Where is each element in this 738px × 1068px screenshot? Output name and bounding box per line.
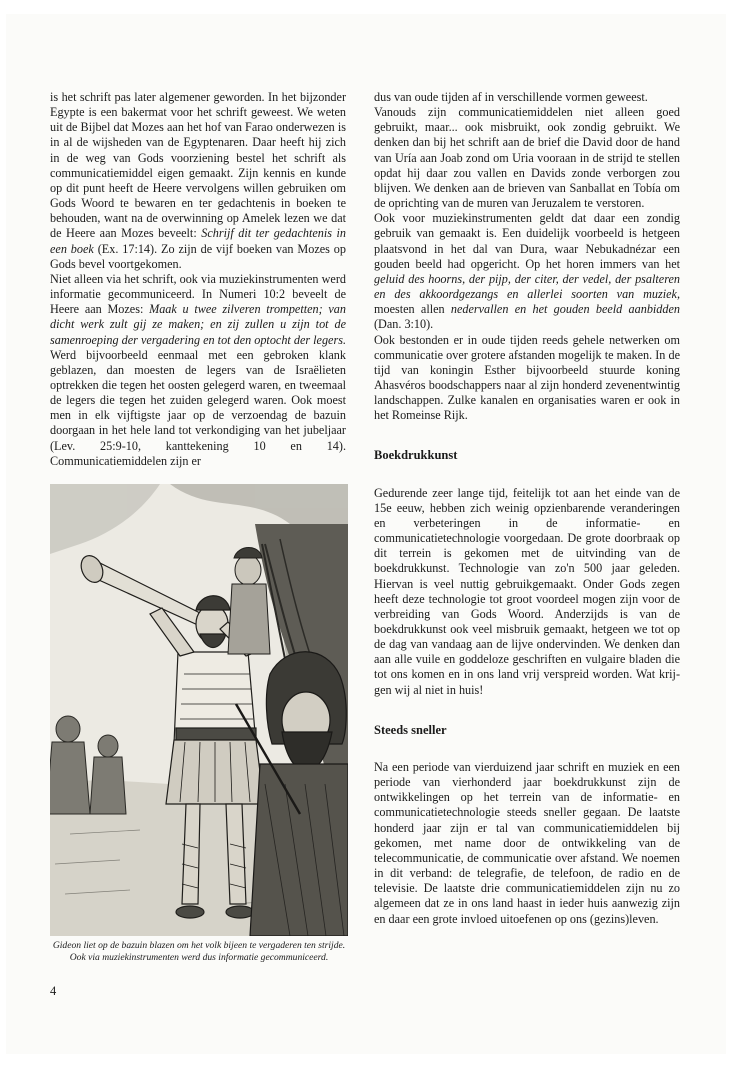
text: (Ex. 17:14). Zo zijn de vijf boeken van Mozes op Gods bevel voortgekomen. <box>50 241 346 271</box>
right-column <box>374 90 680 927</box>
text: moesten allen <box>374 302 451 317</box>
italic-text: Schrijf dit ter gedachtenis in een boek <box>50 226 346 256</box>
section-heading-boekdrukkunst: Boekdrukkunst <box>374 448 458 463</box>
page <box>6 14 726 1054</box>
text: (Dan. 3:10). <box>374 317 434 332</box>
left-column <box>50 90 346 469</box>
paragraph <box>374 333 680 424</box>
italic-text: Maak u twee zilveren trompetten; van dicht werk zult gij ze maken; en zij zullen u zijn tot de samenroeping der vergadering en tot den optocht der legers. <box>50 302 346 347</box>
paragraph <box>374 760 680 927</box>
text: Niet alleen via het schrift, ook via muziekinstrumenten werd informatie gecommuniceerd. In Numeri 10:2 beveelt de Heere aan Mozes: <box>50 271 346 317</box>
italic-text: geluid des hoorns, der pijp, der citer, der vedel, der psalteren en des akkoordgezangs en allerlei soorten van muziek, <box>374 271 680 302</box>
italic-text: nedervallen en het gouden beeld aanbidden <box>450 302 680 317</box>
text: Ook voor muziekinstrumenten geldt dat daar een zondig gebruik van gemaakt is. Een duidelijk voorbeeld is hetgeen plaatsvond in het dal van Dura, waar Nebukadnézar een gouden beeld had opgericht. Op het horen immers van het <box>374 211 680 271</box>
gideon-illustration <box>50 484 348 936</box>
paragraph <box>374 90 680 105</box>
page-number: 4 <box>50 984 57 998</box>
text: Werd bijvoorbeeld eenmaal met een gebroken klank geblazen, dan moesten de legers van de Israëlieten optrekken die tegen het oosten gelegerd waren, en tweemaal de legers die tegen het zuiden gelegerd waren. Ook moest men in elk vijftigste jaar op de verzoendag de bazuin doorgaan in het hele land tot verkondiging van het jubeljaar (Lev. 25:9-10, kanttekening 10 en 14). Communicatiemiddelen zijn er <box>50 347 346 468</box>
figure-caption: Gideon liet op de bazuin blazen om het volk bijeen te vergaderen ten strijde. Ook via muziekinstrumenten werd dus informatie gecommuniceerd. <box>52 940 346 964</box>
section-heading-steeds-sneller: Steeds sneller <box>374 722 447 737</box>
paragraph <box>374 486 680 698</box>
text: Vanouds zijn communicatiemiddelen niet alleen goed gebruikt, maar... ook misbruikt, ook zondig gebruikt. We denken dan bij het schrift aan de brief die David door de hand van Uría aan Joab zond om Uria vooraan in de strijd te stellen opdat hij daar zou vallen en Davids zonde verborgen zou blijven. We denken aan de brieven van Sanballat en Tobía om de oprichting van de muren van Jeruzalem te verstoren. <box>374 105 680 211</box>
paragraph <box>374 211 680 332</box>
paragraph <box>50 90 346 272</box>
text: Gedurende zeer lange tijd, feitelijk tot aan het einde van de 15e eeuw, hebben zich weinig opzienbarende veranderingen en verbeteringen in de informatie- en communicatietechnologie voorgedaan. De grote doorbraak op dit terrein is gekomen met de uitvinding van de boekdrukkunst. Technologie van zo'n 500 jaar geleden. Hiervan is veel nuttig gebruikgemaakt. Onder Gods zegen heeft deze technologie tot groot voordeel mogen zijn voor de verbreiding van Gods Woord. Anderzijds is van de boekdrukkunst ook veel misbruik gemaakt, hetgeen we tot op de dag van vandaag aan de lijve ondervinden. We denken dan aan alle vuile en goddeloze geschriften en vulgaire bladen die tot ons komen en in ons land vrij verspreid worden. Wat krijgen wij al niet in huis! <box>374 485 680 697</box>
paragraph <box>50 272 346 469</box>
text: Ook bestonden er in oude tijden reeds gehele netwerken om communicatie over grotere afstanden mogelijk te maken. In de tijd van koningin Esther bijvoorbeeld stuurde koning Ahasvéros boodschappers naar al zijn honderd zevenentwintig landschappen. Zulke kanalen en organisaties waren er ook in het Romeinse Rijk. <box>374 332 680 423</box>
text: dus van oude tijden af in verschillende vormen geweest. <box>374 90 648 104</box>
text: is het schrift pas later algemener geworden. In het bijzonder Egypte is een bakermat voor het schrift geweest. We weten uit de Bijbel dat Mozes aan het hof van Farao onderwezen is in al de wijsheden van de Egyptenaren. Daar heeft hij zich in de weg van Gods voorziening bestel het schrift als communicatiemiddel eigen gemaakt. Zijn kennis en kunde op dit punt heeft de Heere vervolgens willen gebruiken om Gods Woord te bewaren en ter gedachtenis in boeken te behouden, want na de overwinning op Amelek lezen we dat de Heere aan Mozes beveelt: <box>50 90 346 241</box>
paragraph <box>374 105 680 211</box>
text: Na een periode van vierduizend jaar schrift en muziek en een periode van vierhonderd jaar boekdrukkunst zijn de ontwikkelingen op het terrein van de informatie- en communicatietechnologie steeds sneller gegaan. De laatste honderd jaar zijn er tal van communicatiemiddelen bij gekomen, met name door de ontwikkeling van de telecommunicatie, de communicatie over afstand. We noemen in dit verband: de telegrafie, de telefoon, de radio en de televisie. De laatste drie communicatiemiddelen zijn nu zo algemeen dat ze in ons land haast in ieder huis aanwezig zijn en daar een grote invloed uitoefenen op ons (gezins)leven. <box>374 759 680 926</box>
